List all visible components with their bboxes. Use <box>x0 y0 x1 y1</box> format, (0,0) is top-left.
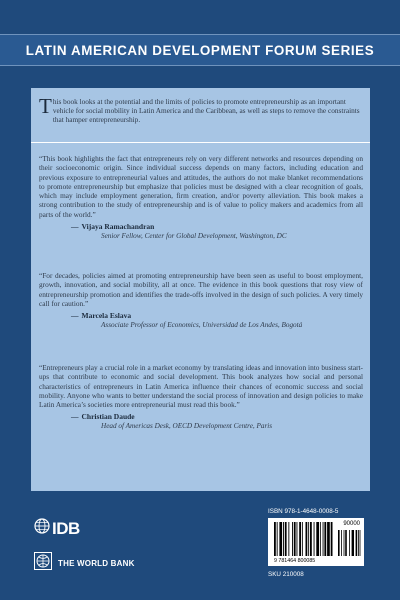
idb-logo-text: IDB <box>52 518 80 538</box>
world-bank-logo <box>34 552 135 575</box>
quote-author: Vijaya Ramachandran <box>81 222 155 232</box>
intro-text: his book looks at the potential and the limits of policies to promote entrepreneurship as an important vehicle for social mobility in Latin America and the Caribbean, as well as steps to remove the constraints that hamper entrepreneurship. <box>52 97 360 125</box>
quote-author: Christian Daude <box>81 412 135 422</box>
quote-attribution: — Marcela Eslava Associate Professor of Economics, Universidad de Los Andes, Bogotá <box>39 311 363 330</box>
series-banner <box>0 34 400 66</box>
intro-dropcap: T <box>39 94 52 118</box>
world-bank-emblem-icon <box>34 552 52 575</box>
globe-icon <box>34 518 50 539</box>
endorsement-quote <box>39 271 363 330</box>
endorsement-quote <box>39 363 363 431</box>
isbn-label: ISBN 978-1-4648-0008-5 <box>268 508 339 515</box>
blurb-panel <box>31 88 370 491</box>
intro-paragraph <box>39 94 363 125</box>
panel-divider <box>31 142 370 143</box>
quote-author-title: Associate Professor of Economics, Universidad de Los Andes, Bogotá <box>101 320 303 329</box>
quote-attribution: — Vijaya Ramachandran Senior Fellow, Center for Global Development, Washington, DC <box>39 222 363 241</box>
barcode <box>268 518 364 566</box>
world-bank-logo-text: THE WORLD BANK <box>58 559 135 568</box>
quote-text: “This book highlights the fact that entrepreneurs rely on very different networks and resources depending on their socioeconomic origin. Since individual success depends on many factors, including education and previous exposure to entrepreneurial values and attitudes, the authors do not make blanket recommendations to promote entrepreneurship but emphasize that policies must be designed with a clear recognition of goals, which may include employment generation, firm creation, and/or poverty alleviation. This book makes a strong contribution to the study of entrepreneurship and is of value to policy makers and academics from all parts of the world.” <box>39 154 363 219</box>
barcode-digits: 9 781464 800085 <box>274 558 316 564</box>
quote-author-title: Head of Americas Desk, OECD Development Centre, Paris <box>101 421 273 430</box>
endorsement-quote <box>39 154 363 241</box>
quote-text: “Entrepreneurs play a crucial role in a market economy by translating ideas and innovation into business start-ups that contribute to economic and social development. This book analyzes how social and personal characteristics of entrepreneurs in Latin America influence their chances of economic success and social mobility. Anyone who wants to better understand the social process of innovation and design policies to make Latin America’s societies more entrepreneurial must read this book.” <box>39 363 363 410</box>
idb-logo <box>34 518 80 539</box>
quote-author: Marcela Eslava <box>81 311 132 321</box>
sku-label: SKU 210008 <box>268 571 304 578</box>
quote-attribution: — Christian Daude Head of Americas Desk, OECD Development Centre, Paris <box>39 412 363 431</box>
series-title: LATIN AMERICAN DEVELOPMENT FORUM SERIES <box>25 42 375 58</box>
quote-text: “For decades, policies aimed at promoting entrepreneurship have been seen as useful to boost employment, growth, innovation, and social mobility, all at once. The evidence in this book questions that rosy view of entrepreneurship promotion and identifies the trade-offs involved in the design of such policies. A very timely call for caution.” <box>39 271 363 308</box>
price-code: 90000 <box>343 521 360 527</box>
quote-author-title: Senior Fellow, Center for Global Development, Washington, DC <box>101 231 287 240</box>
